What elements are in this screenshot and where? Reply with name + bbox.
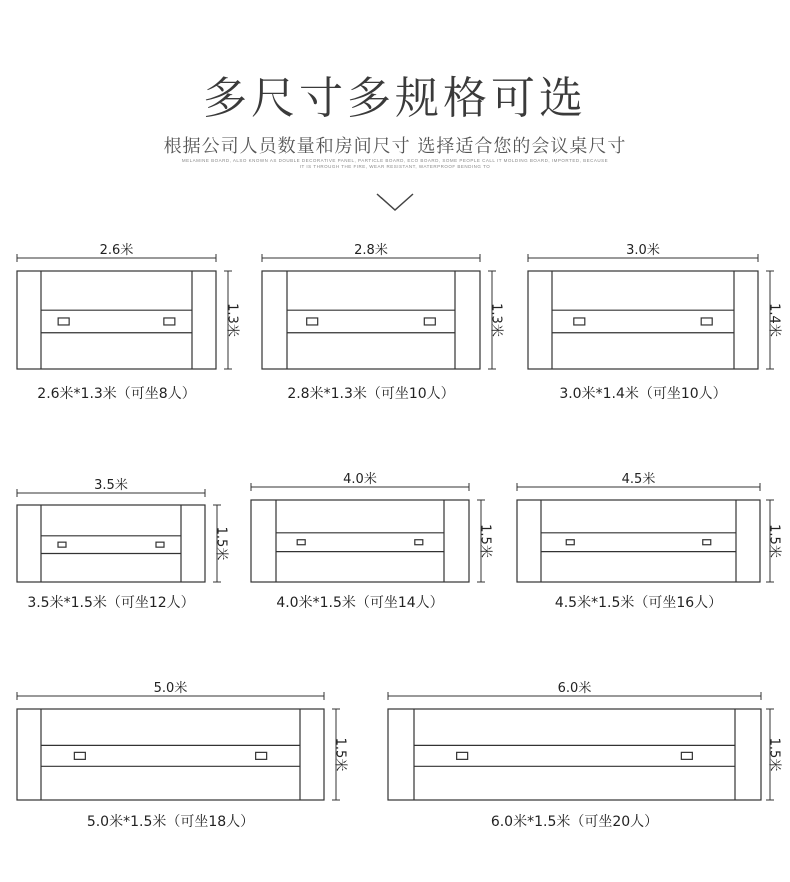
table-top [517, 500, 760, 582]
socket-icon [297, 540, 305, 545]
socket-icon [701, 318, 712, 325]
table-top [388, 709, 761, 800]
size-caption: 4.5米*1.5米（可坐16人） [554, 595, 723, 611]
size-caption: 4.0米*1.5米（可坐14人） [276, 595, 444, 611]
page-subtitle: 根据公司人员数量和房间尺寸 选择适合您的会议桌尺寸 [163, 136, 627, 157]
socket-icon [156, 542, 164, 547]
size-caption: 2.6米*1.3米（可坐8人） [37, 386, 196, 402]
table-top [17, 709, 324, 800]
table-top [528, 271, 758, 369]
length-label: 5.0米 [153, 681, 188, 696]
size-caption: 3.5米*1.5米（可坐12人） [27, 595, 195, 611]
width-label: 1.5米 [332, 737, 348, 772]
socket-icon [58, 318, 69, 325]
width-label: 1.5米 [766, 737, 782, 772]
length-label: 4.5米 [621, 472, 656, 487]
socket-icon [307, 318, 318, 325]
length-label: 3.5米 [94, 478, 128, 493]
socket-icon [74, 752, 85, 759]
table-top [251, 500, 469, 582]
socket-icon [256, 752, 267, 759]
socket-icon [58, 542, 66, 547]
table-top [17, 271, 216, 369]
width-label: 1.3米 [488, 303, 504, 337]
socket-icon [574, 318, 585, 325]
socket-icon [164, 318, 175, 325]
length-label: 6.0米 [557, 681, 592, 696]
page-title: 多尺寸多规格可选 [203, 73, 587, 124]
width-label: 1.3米 [224, 303, 240, 337]
socket-icon [424, 318, 435, 325]
size-caption: 6.0米*1.5米（可坐20人） [490, 814, 659, 830]
fineprint-text: MELAMINE BOARD, ALSO KNOWN AS DOUBLE DECORATIVE PANEL, PARTICLE BOARD, ECO BOARD, SOME PEOPLE CALL IT MOLDING BOARD, IMPORTED, BECAUSE IT IS THROUGH THE FIRE, WEAR RESISTANT, WATERPROOF BENDING TO [181, 158, 609, 169]
width-label: 1.5米 [213, 526, 229, 561]
socket-icon [415, 540, 423, 545]
size-caption: 5.0米*1.5米（可坐18人） [86, 814, 255, 830]
length-label: 2.8米 [354, 243, 388, 258]
socket-icon [681, 752, 692, 759]
table-top [17, 505, 205, 582]
socket-icon [703, 540, 711, 545]
length-label: 4.0米 [343, 472, 377, 487]
table-top [262, 271, 480, 369]
size-caption: 3.0米*1.4米（可坐10人） [559, 386, 727, 402]
length-label: 2.6米 [99, 243, 134, 258]
socket-icon [566, 540, 574, 545]
socket-icon [457, 752, 468, 759]
length-label: 3.0米 [626, 243, 660, 258]
width-label: 1.5米 [766, 524, 782, 558]
width-label: 1.5米 [477, 524, 493, 558]
width-label: 1.4米 [766, 303, 782, 337]
size-caption: 2.8米*1.3米（可坐10人） [287, 386, 455, 402]
